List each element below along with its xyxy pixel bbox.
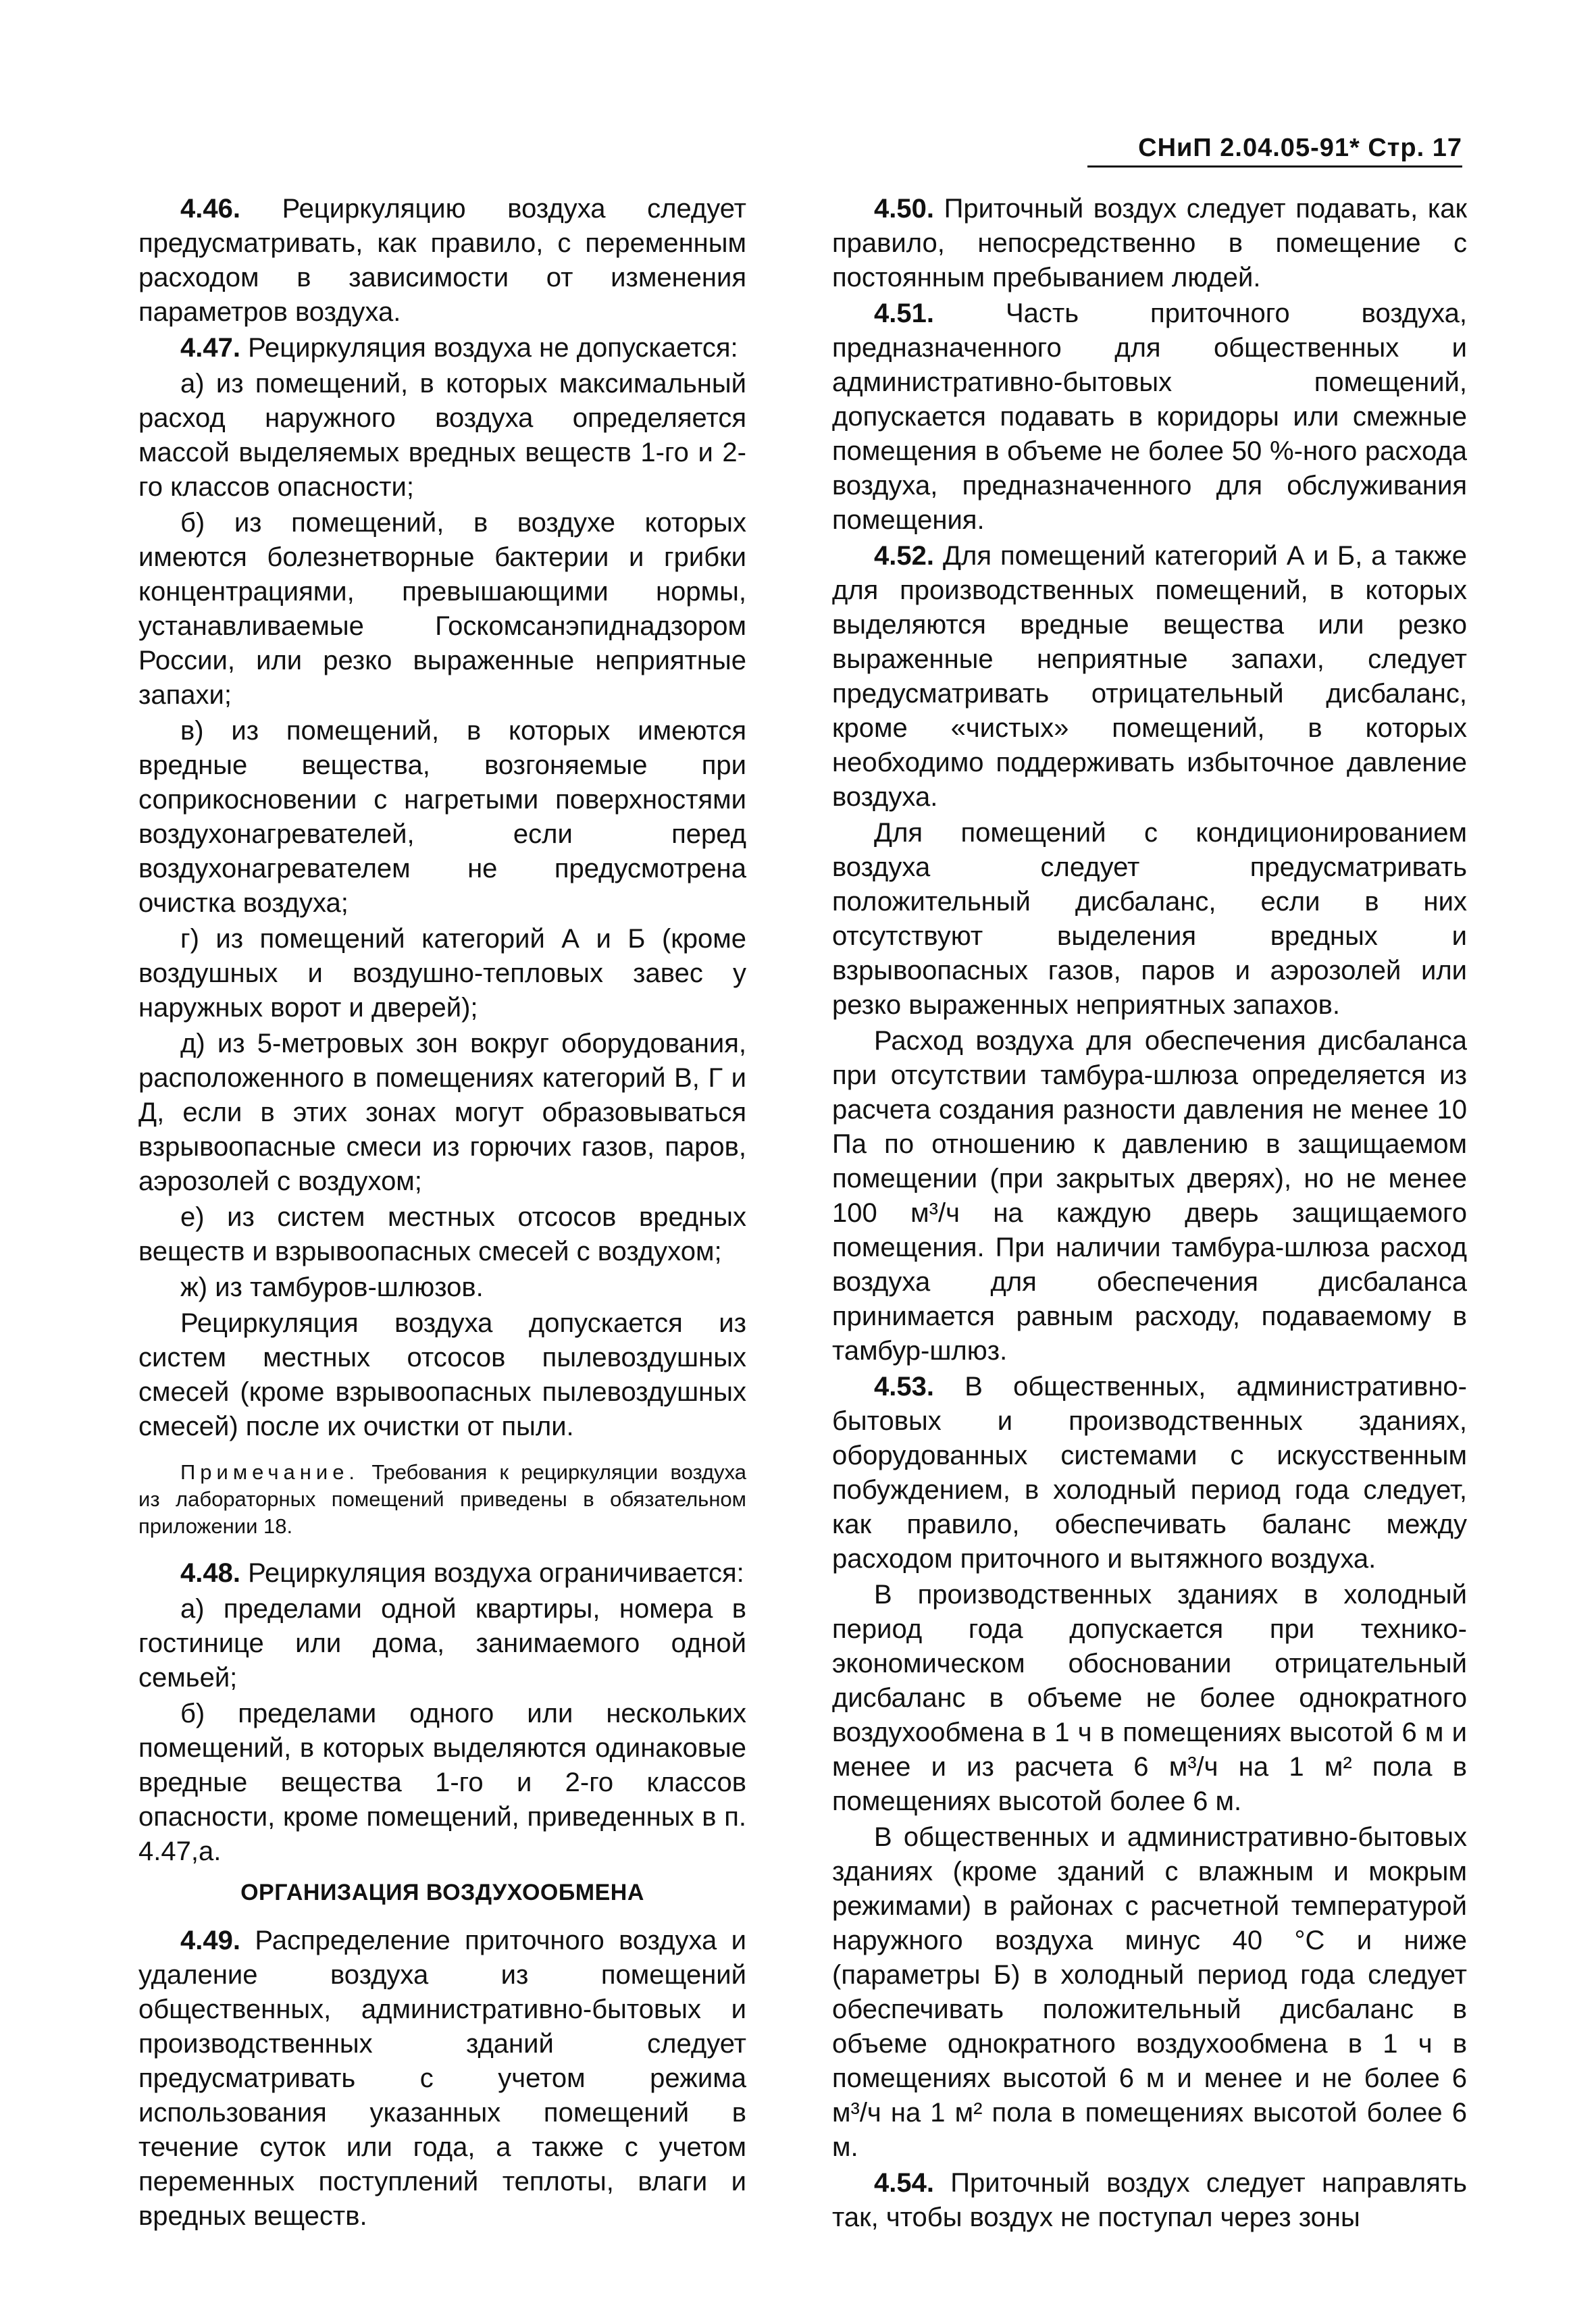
clause-number: 4.50. bbox=[874, 194, 934, 224]
paragraph-4-54 bbox=[832, 2166, 1467, 2235]
paragraph-4-53 bbox=[832, 1370, 1467, 1576]
paragraph-4-52-conditioning: Для помещений с кондиционированием воздуха следует предусматривать положительный дисбаланс, если в них отсутствуют выделения вредных и взрывоопасных газов, паров и аэрозолей или резко выраженных неприятных запахов. bbox=[832, 818, 1467, 1020]
clause-text: Рециркуляция воздуха ограничивается: bbox=[248, 1558, 744, 1588]
item-a-448: а) пределами одной квартиры, номера в гостинице или дома, занимаемого одной семьей; bbox=[138, 1594, 746, 1693]
item-g: г) из помещений категорий А и Б (кроме воздушных и воздушно-тепловых завес у наружных ворот и дверей); bbox=[138, 924, 746, 1023]
paragraph-4-50 bbox=[832, 192, 1467, 295]
item-e: е) из систем местных отсосов вредных веществ и взрывоопасных смесей с воздухом; bbox=[138, 1202, 746, 1266]
clause-text: Приточный воздух следует направлять так, чтобы воздух не поступал через зоны bbox=[832, 2168, 1467, 2232]
running-header: СНиП 2.04.05-91* Стр. 17 bbox=[1087, 134, 1462, 168]
item-d: д) из 5-метровых зон вокруг оборудования, расположенного в помещениях категорий В, Г и Д, если в этих зонах могут образовываться взрывоопасные смеси из горючих газов, паров, аэрозолей с воздухом; bbox=[138, 1029, 746, 1196]
section-heading: ОРГАНИЗАЦИЯ ВОЗДУХООБМЕНА bbox=[240, 1880, 644, 1905]
clause-text: Распределение приточного воздуха и удаление воздуха из помещений общественных, административно-бытовых и производственных зданий следует предусматривать с учетом режима использования указанных помещений в течение суток или года, а также с учетом переменных поступлений теплоты, влаги и вредных веществ. bbox=[138, 1926, 746, 2231]
paragraph-4-52-disbalance: Расход воздуха для обеспечения дисбаланса при отсутствии тамбура-шлюза определяется из расчета создания разности давления не менее 10 Па по отношению к давлению в защищаемом помещении (при закрытых дверях), но не менее 100 м³/ч на каждую дверь защищаемого помещения. При наличии тамбура-шлюза расход воздуха для обеспечения дисбаланса принимается равным расходу, подаваемому в тамбур-шлюз. bbox=[832, 1026, 1467, 1366]
item-b-448: б) пределами одного или нескольких помещений, в которых выделяются одинаковые вредные вещества 1-го и 2-го классов опасности, кроме помещений, приведенных в п. 4.47,а. bbox=[138, 1699, 746, 1866]
clause-number: 4.48. bbox=[180, 1558, 240, 1588]
paragraph-4-46 bbox=[138, 192, 746, 330]
clause-text: В общественных, административно-бытовых и производственных зданиях, оборудованных системами с искусственным побуждением, в холодный период года следует, как правило, обеспечивать баланс между расходом приточного и вытяжного воздуха. bbox=[832, 1372, 1467, 1574]
clause-number: 4.46. bbox=[180, 194, 240, 224]
clause-text: Для помещений категорий А и Б, а также для производственных помещений, в которых выделяются вредные вещества или резко выраженные неприятные запахи, следует предусматривать отрицательный дисбаланс, кроме «чистых» помещений, в которых необходимо поддерживать избыточное давление воздуха. bbox=[832, 541, 1467, 812]
paragraph-4-53-industrial: В производственных зданиях в холодный период года допускается при технико-экономическом обосновании отрицательный дисбаланс в объеме не более однократного воздухообмена в 1 ч в помещениях высотой 6 м и менее и из расчета 6 м³/ч на 1 м² пола в помещениях высотой более 6 м. bbox=[832, 1580, 1467, 1816]
clause-number: 4.53. bbox=[874, 1372, 934, 1402]
item-a: а) из помещений, в которых максимальный расход наружного воздуха определяется массой выделяемых вредных веществ 1-го и 2-го классов опасности; bbox=[138, 369, 746, 502]
clause-number: 4.49. bbox=[180, 1926, 240, 1955]
clause-number: 4.47. bbox=[180, 333, 240, 363]
note-text: Требования к рециркуляции воздуха из лабораторных помещений приведены в обязательном приложении 18. bbox=[138, 1460, 746, 1538]
clause-text: Приточный воздух следует подавать, как правило, непосредственно в помещение с постоянным пребыванием людей. bbox=[832, 194, 1467, 292]
item-zh: ж) из тамбуров-шлюзов. bbox=[180, 1272, 484, 1302]
paragraph-4-53-public: В общественных и административно-бытовых зданиях (кроме зданий с влажным и мокрым режимами) в районах с расчетной температурой наружного воздуха минус 40 °С и ниже (параметры Б) в холодный период года следует обеспечивать положительный дисбаланс в объеме однократного воздухообмена в 1 ч в помещениях высотой 6 м и менее и не более 6 м³/ч на 1 м² пола в помещениях высотой более 6 м. bbox=[832, 1822, 1467, 2162]
clause-text: Рециркуляция воздуха не допускается: bbox=[248, 333, 738, 363]
paragraph-4-51 bbox=[832, 297, 1467, 538]
clause-number: 4.54. bbox=[874, 2168, 934, 2198]
paragraph-4-47 bbox=[138, 331, 746, 365]
left-column bbox=[138, 192, 746, 2235]
item-b: б) из помещений, в воздухе которых имеются болезнетворные бактерии и грибки концентрациями, превышающими нормы, устанавливаемые Госкомсанэпиднадзором России, или резко выраженные неприятные запахи; bbox=[138, 508, 746, 710]
clause-text: Часть приточного воздуха, предназначенного для общественных и административно-бытовых помещений, допускается подавать в коридоры или смежные помещения в объеме не более 50 %-ного расхода воздуха, предназначенного для обслуживания помещения. bbox=[832, 299, 1467, 535]
paragraph-4-49 bbox=[138, 1924, 746, 2234]
note-label: Примечание. bbox=[180, 1460, 360, 1484]
paragraph-4-48 bbox=[138, 1556, 746, 1591]
clause-text: Рециркуляцию воздуха следует предусматривать, как правило, с переменным расходом в зависимости от изменения параметров воздуха. bbox=[138, 194, 746, 327]
clause-number: 4.52. bbox=[874, 541, 934, 571]
paragraph-4-52 bbox=[832, 539, 1467, 815]
item-v: в) из помещений, в которых имеются вредные вещества, возгоняемые при соприкосновении с нагретыми поверхностями воздухонагревателей, если перед воздухонагревателем не предусмотрена очистка воздуха; bbox=[138, 716, 746, 918]
right-column bbox=[832, 192, 1467, 2236]
clause-number: 4.51. bbox=[874, 299, 934, 328]
note bbox=[138, 1459, 746, 1540]
paragraph-recirculation-allowed: Рециркуляция воздуха допускается из систем местных отсосов пылевоздушных смесей (кроме взрывоопасных пылевоздушных смесей) после их очистки от пыли. bbox=[138, 1308, 746, 1441]
